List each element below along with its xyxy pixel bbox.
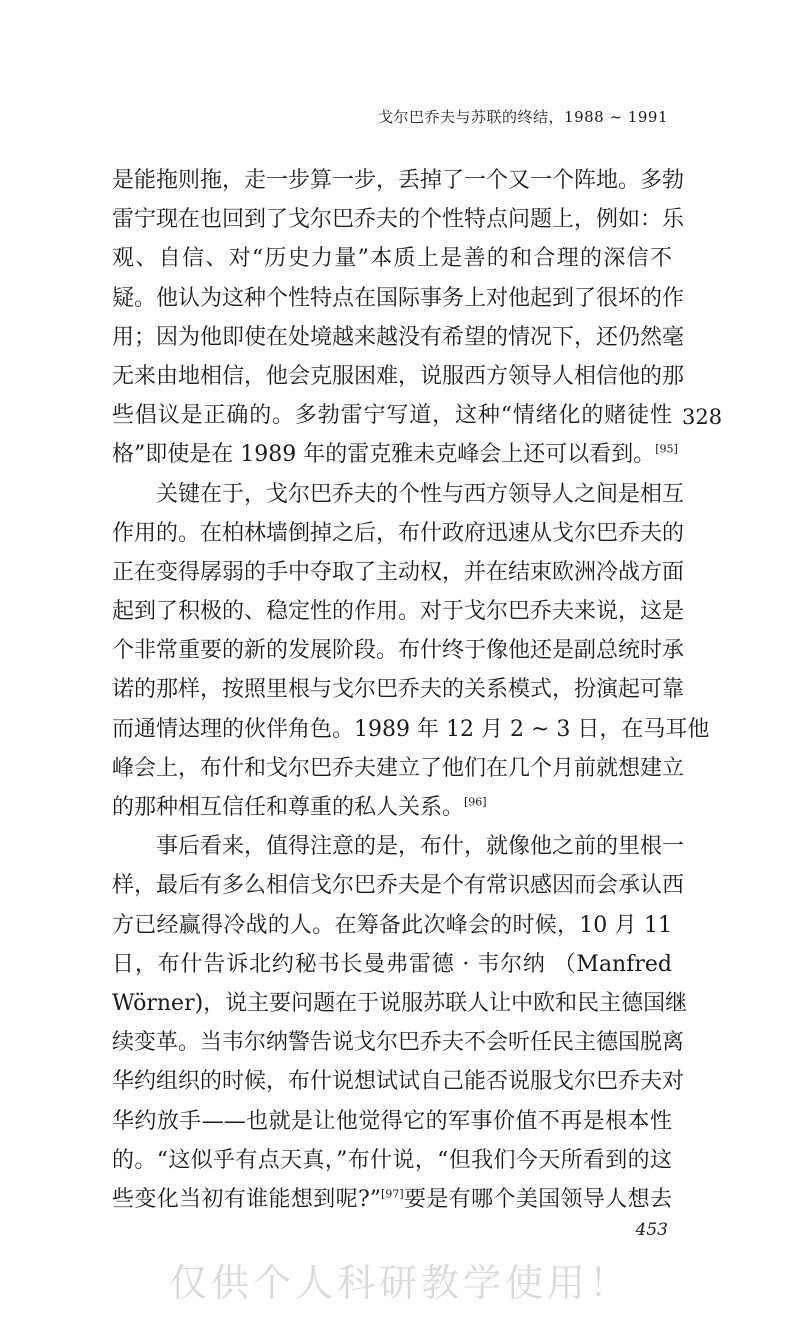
text-line: 正在变得孱弱的手中夺取了主动权，并在结束欧洲冷战方面 (112, 559, 685, 585)
text-line: 起到了积极的、稳定性的作用。对于戈尔巴乔夫来说，这是 (112, 599, 685, 625)
text-line: 的。“这似乎有点天真，”布什说，“但我们今天所看到的这 (112, 1147, 672, 1173)
text-line: 观、自信、对“历史力量”本质上是善的和合理的深信不 (112, 246, 672, 272)
text-line: 个非常重要的新的发展阶段。布什终于像他还是副总统时承 (112, 638, 685, 664)
line-text: 格”即使是在 1989 年的雷克雅未克峰会上还可以看到。 (112, 442, 656, 468)
paragraph-1 (112, 161, 685, 475)
text-line (112, 1180, 672, 1219)
line-text: 的那种相互信任和尊重的私人关系。 (112, 795, 465, 820)
paragraph-3 (112, 827, 688, 1219)
paragraph-2 (112, 475, 710, 828)
footnote-ref-96: [96] (464, 795, 487, 809)
text-line: 雷宁现在也回到了戈尔巴乔夫的个性特点问题上，例如：乐 (112, 207, 685, 233)
text-line (112, 788, 672, 827)
text-line: 些倡议是正确的。多勃雷宁写道，这种“情绪化的赌徒性 (112, 403, 672, 429)
text-line: 是能拖则拖，走一步算一步，丢掉了一个又一个阵地。多勃 (112, 168, 685, 193)
text-line: 华约放手——也就是让他觉得它的军事价值不再是根本性 (112, 1108, 672, 1134)
text-line: 而通情达理的伙伴角色。1989 年 12 月 2 ~ 3 日，在马耳他 (112, 716, 710, 742)
footnote-ref-97: [97] (381, 1187, 404, 1201)
watermark-text: 仅供个人科研教学使用！ (168, 1261, 631, 1305)
text-line: 无来由地相信，他会克服困难，说服西方领导人相信他的那 (112, 363, 685, 389)
text-line: 华约组织的时候，布什说想试试自己能否说服戈尔巴乔夫对 (112, 1069, 685, 1095)
text-line: 用；因为他即使在处境越来越没有希望的情况下，还仍然毫 (112, 324, 685, 350)
page-number: 453 (635, 1220, 668, 1240)
text-line: 诺的那样，按照里根与戈尔巴乔夫的关系模式，扮演起可靠 (112, 677, 685, 703)
text-line: 疑。他认为这种个性特点在国际事务上对他起到了很坏的作 (112, 285, 685, 311)
text-line: 续变革。当韦尔纳警告说戈尔巴乔夫不会听任民主德国脱离 (112, 1030, 685, 1056)
text-line: 日，布什告诉北约秘书长曼弗雷德 · 韦尔纳 （Manfred (112, 951, 672, 977)
line-text-continued: 要是有哪个美国领导人想去 (403, 1186, 672, 1212)
original-page-marker: 328 (682, 405, 723, 429)
line-text: 些变化当初有谁能想到呢?” (112, 1186, 382, 1212)
text-line: Wörner)，说主要问题在于说服苏联人让中欧和民主德国继 (112, 990, 688, 1016)
text-line: 峰会上，布什和戈尔巴乔夫建立了他们在几个月前就想建立 (112, 755, 685, 781)
text-line: 事后看来，值得注意的是，布什，就像他之前的里根一 (156, 834, 685, 860)
text-line: 方已经赢得冷战的人。在筹备此次峰会的时候，10 月 11 (112, 912, 672, 938)
footnote-ref-95: [95] (655, 442, 678, 456)
text-line: 作用的。在柏林墙倒掉之后，布什政府迅速从戈尔巴乔夫的 (112, 520, 685, 546)
text-line: 样，最后有多么相信戈尔巴乔夫是个有常识感因而会承认西 (112, 873, 685, 899)
text-line (112, 435, 678, 474)
text-line: 关键在于，戈尔巴乔夫的个性与西方领导人之间是相互 (156, 481, 685, 507)
running-header: 戈尔巴乔夫与苏联的终结，1988 ~ 1991 (378, 108, 668, 126)
